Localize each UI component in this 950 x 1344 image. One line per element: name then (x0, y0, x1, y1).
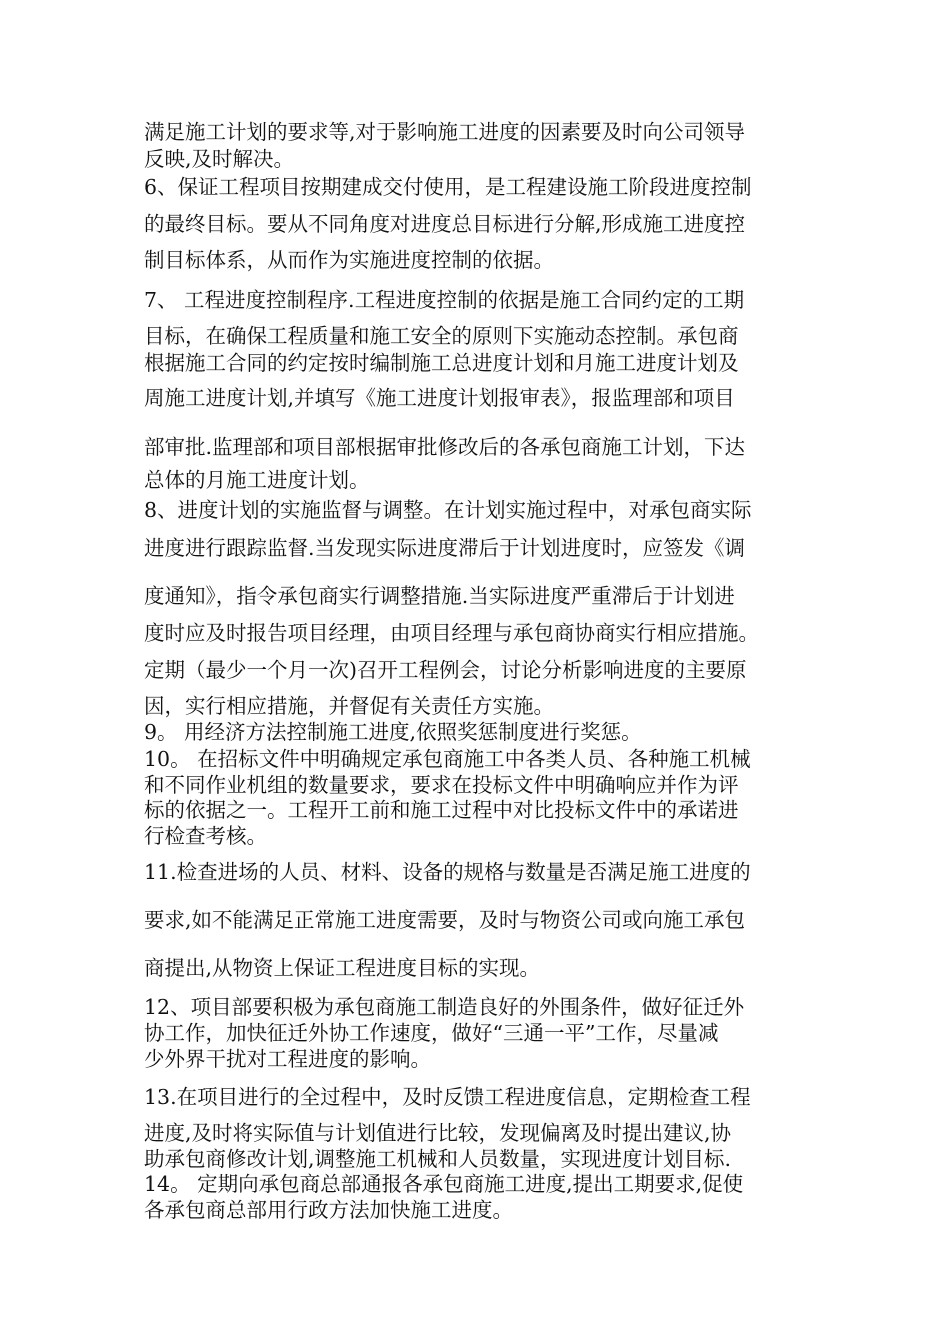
text-line: 制目标体系，从而作为实施进度控制的依据。 (144, 248, 554, 272)
text-line: 行检查考核。 (144, 824, 267, 848)
text-line: 因，实行相应措施，并督促有关责任方实施。 (144, 694, 554, 718)
text-line: 商提出,从物资上保证工程进度目标的实现。 (144, 956, 541, 980)
text-line: 各承包商总部用行政方法加快施工进度。 (144, 1198, 513, 1222)
text-line: 6、保证工程项目按期建成交付使用，是工程建设施工阶段进度控制 (144, 175, 752, 199)
text-line: 助承包商修改计划,调整施工机械和人员数量，实现进度计划目标. (144, 1147, 732, 1171)
text-line: 进度,及时将实际值与计划值进行比较，发现偏离及时提出建议,协 (144, 1121, 732, 1145)
text-line: 协工作，加快征迁外协工作速度，做好“三通一平”工作，尽量减 (144, 1021, 719, 1045)
text-line: 和不同作业机组的数量要求，要求在投标文件中明确响应并作为评 (144, 773, 739, 797)
text-line: 满足施工计划的要求等,对于影响施工进度的因素要及时向公司领导 (144, 120, 746, 144)
text-line: 的最终目标。要从不同角度对进度总目标进行分解,形成施工进度控 (144, 212, 746, 236)
text-line: 度通知》，指令承包商实行调整措施.当实际进度严重滞后于计划进 (144, 584, 735, 608)
text-line: 10。 在招标文件中明确规定承包商施工中各类人员、各种施工机械 (144, 747, 751, 771)
text-line: 反映,及时解决。 (144, 147, 295, 171)
text-line: 周施工进度计划,并填写《施工进度计划报审表》，报监理部和项目 (144, 386, 735, 410)
text-line: 度时应及时报告项目经理，由项目经理与承包商协商实行相应措施。 (144, 621, 759, 645)
text-line: 进度进行跟踪监督.当发现实际进度滞后于计划进度时，应签发《调 (144, 536, 746, 560)
text-line: 9。 用经济方法控制施工进度,依照奖惩制度进行奖惩。 (144, 720, 642, 744)
text-line: 14。 定期向承包商总部通报各承包商施工进度,提出工期要求,促使 (144, 1172, 744, 1196)
text-line: 7、 工程进度控制程序.工程进度控制的依据是施工合同约定的工期 (144, 288, 745, 312)
text-line: 标的依据之一。工程开工前和施工过程中对比投标文件中的承诺进 (144, 798, 739, 822)
text-line: 总体的月施工进度计划。 (144, 468, 370, 492)
text-line: 少外界干扰对工程进度的影响。 (144, 1047, 431, 1071)
text-line: 13.在项目进行的全过程中，及时反馈工程进度信息，定期检查工程 (144, 1085, 751, 1109)
text-line: 11.检查进场的人员、材料、设备的规格与数量是否满足施工进度的 (144, 860, 751, 884)
text-line: 目标，在确保工程质量和施工安全的原则下实施动态控制。承包商 (144, 324, 739, 348)
text-line: 8、进度计划的实施监督与调整。在计划实施过程中，对承包商实际 (144, 498, 752, 522)
text-line: 根据施工合同的约定按时编制施工总进度计划和月施工进度计划及 (144, 351, 739, 375)
text-line: 12、项目部要积极为承包商施工制造良好的外围条件，做好征迁外 (144, 995, 745, 1019)
text-line: 要求,如不能满足正常施工进度需要，及时与物资公司或向施工承包 (144, 908, 746, 932)
text-line: 定期（最少一个月一次)召开工程例会，讨论分析影响进度的主要原 (144, 658, 747, 682)
text-line: 部审批.监理部和项目部根据审批修改后的各承包商施工计划，下达 (144, 435, 746, 459)
